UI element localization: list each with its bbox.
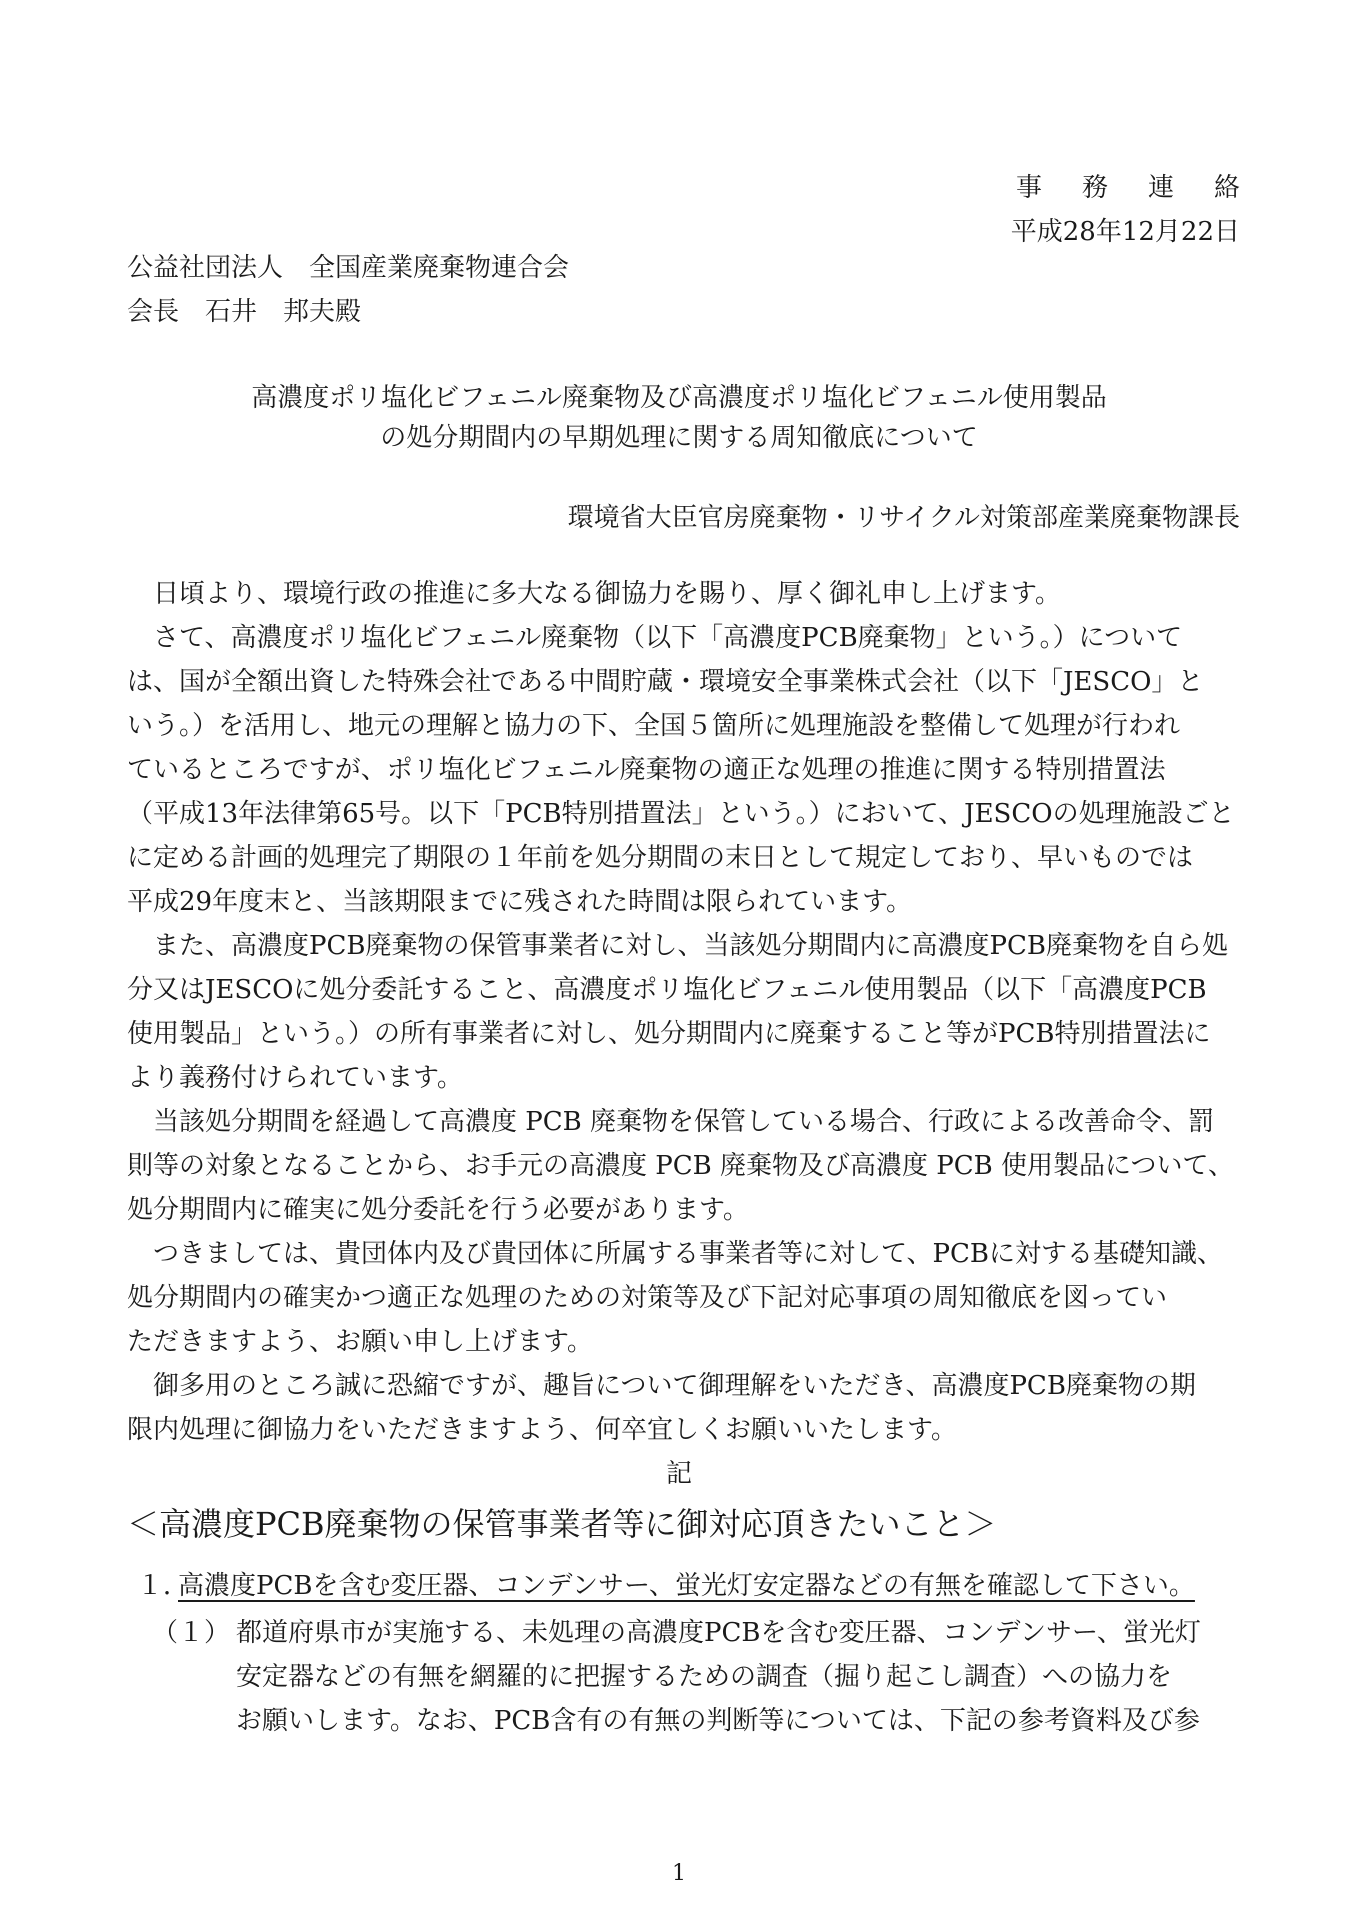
sender: 環境省大臣官房廃棄物・リサイクル対策部産業廃棄物課長 xyxy=(567,503,1240,533)
subitem-number: （１） xyxy=(152,1618,231,1648)
body-line: いう。）を活用し、地元の理解と協力の下、全国５箇所に処理施設を整備して処理が行われ xyxy=(127,711,1181,741)
body-line: 当該処分期間を経過して高濃度 PCB 廃棄物を保管している場合、行政による改善命令、罰 xyxy=(127,1107,1215,1137)
body-line: 日頃より、環境行政の推進に多大なる御協力を賜り、厚く御礼申し上げます。 xyxy=(127,579,1061,609)
subitem-line: 安定器などの有無を網羅的に把握するための調査（掘り起こし調査）への協力を xyxy=(236,1662,1173,1692)
section-heading: ＜高濃度PCB廃棄物の保管事業者等に御対応頂きたいこと＞ xyxy=(127,1505,997,1543)
body-line: 処分期間内の確実かつ適正な処理のための対策等及び下記対応事項の周知徹底を図ってい xyxy=(127,1283,1168,1313)
body-line: 限内処理に御協力をいただきますよう、何卒宜しくお願いいたします。 xyxy=(127,1415,957,1445)
body-line: は、国が全額出資した特殊会社である中間貯蔵・環境安全事業株式会社（以下「JESCO」と xyxy=(127,667,1204,697)
body-line: ただきますよう、お願い申し上げます。 xyxy=(127,1327,593,1357)
document-title-line-1: 高濃度ポリ塩化ビフェニル廃棄物及び高濃度ポリ塩化ビフェニル使用製品 xyxy=(251,383,1107,413)
body-line: 処分期間内に確実に処分委託を行う必要があります。 xyxy=(127,1195,749,1225)
item-text: 高濃度PCBを含む変圧器、コンデンサー、蛍光灯安定器などの有無を確認して下さい。 xyxy=(178,1571,1195,1601)
subitem-line: 都道府県市が実施する、未処理の高濃度PCBを含む変圧器、コンデンサー、蛍光灯 xyxy=(236,1618,1201,1648)
document-title-line-2: の処分期間内の早期処理に関する周知徹底について xyxy=(380,423,978,453)
body-line: また、高濃度PCB廃棄物の保管事業者に対し、当該処分期間内に高濃度PCB廃棄物を自ら処 xyxy=(127,931,1228,961)
addressee-organization: 公益社団法人 全国産業廃棄物連合会 xyxy=(127,253,570,283)
document-type: 事務連絡 xyxy=(1015,173,1280,203)
document-date: 平成28年12月22日 xyxy=(1010,217,1240,247)
body-line: 平成29年度末と、当該期限までに残された時間は限られています。 xyxy=(127,887,913,917)
body-line: に定める計画的処理完了期限の１年前を処分期間の末日として規定しており、早いものでは xyxy=(127,843,1194,873)
page-number: 1 xyxy=(672,1861,686,1886)
subitem-line: お願いします。なお、PCB含有の有無の判断等については、下記の参考資料及び参 xyxy=(236,1706,1200,1736)
body-line: さて、高濃度ポリ塩化ビフェニル廃棄物（以下「高濃度PCB廃棄物」という。）について xyxy=(127,623,1183,653)
body-line: 御多用のところ誠に恐縮ですが、趣旨について御理解をいただき、高濃度PCB廃棄物の期 xyxy=(127,1371,1196,1401)
body-line: 使用製品」という。）の所有事業者に対し、処分期間内に廃棄すること等がPCB特別措置法に xyxy=(127,1019,1211,1049)
body-line: より義務付けられています。 xyxy=(127,1063,463,1093)
item-number: １． xyxy=(137,1571,190,1601)
ki-marker: 記 xyxy=(665,1459,692,1489)
body-line: 分又はJESCOに処分委託すること、高濃度ポリ塩化ビフェニル使用製品（以下「高濃度PCB xyxy=(127,975,1207,1005)
body-line: 則等の対象となることから、お手元の高濃度 PCB 廃棄物及び高濃度 PCB 使用製品について、 xyxy=(127,1151,1235,1181)
body-line: （平成13年法律第65号。以下「PCB特別措置法」という。）において、JESCOの処理施設ごと xyxy=(127,799,1235,829)
body-line: つきましては、貴団体内及び貴団体に所属する事業者等に対して、PCBに対する基礎知識、 xyxy=(127,1239,1223,1269)
body-line: ているところですが、ポリ塩化ビフェニル廃棄物の適正な処理の推進に関する特別措置法 xyxy=(127,755,1166,785)
addressee-person: 会長 石井 邦夫殿 xyxy=(127,297,362,327)
